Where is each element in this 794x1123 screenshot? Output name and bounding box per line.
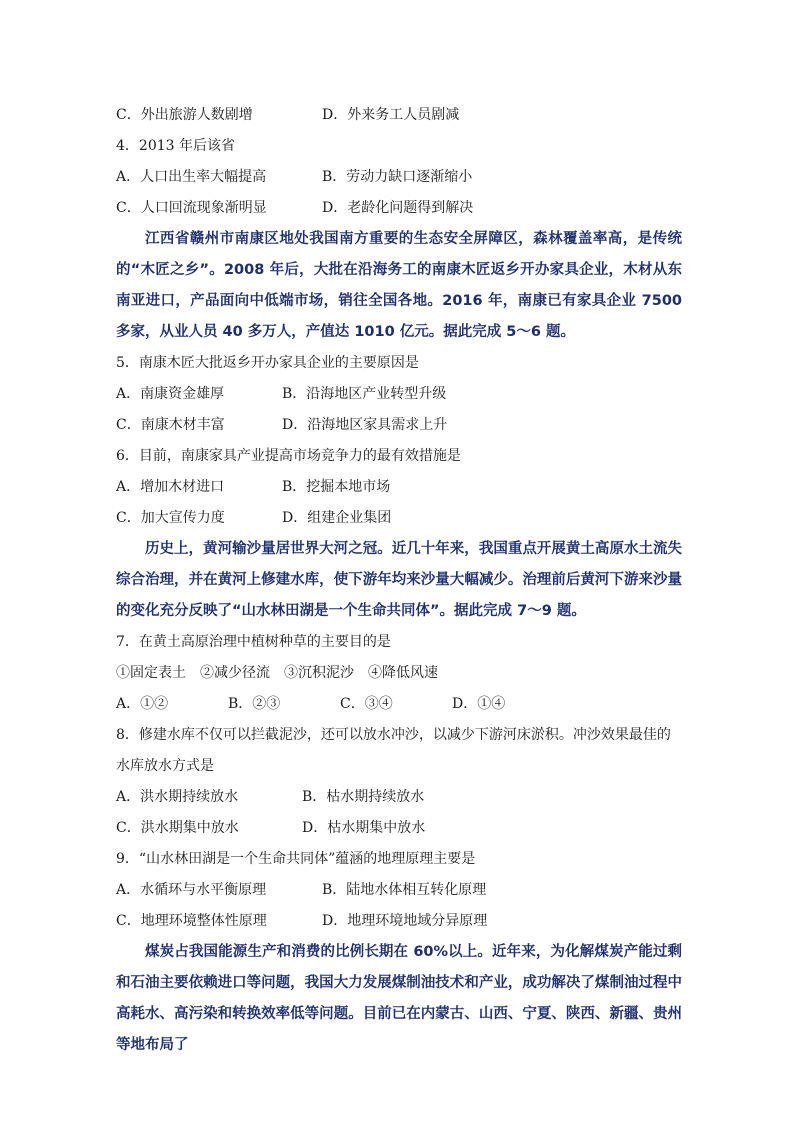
q7-option-b[interactable]: B．②③: [228, 696, 281, 712]
q4-option-d[interactable]: D．老龄化问题得到解决: [322, 200, 474, 216]
document-content: [116, 100, 682, 1061]
q9-stem: 9．“山水林田湖是一个生命共同体”蕴涵的地理原理主要是: [116, 851, 476, 867]
q4-stem: 4．2013 年后该省: [116, 138, 235, 154]
q4-options-row-cd: [116, 193, 682, 224]
q4-option-c[interactable]: C．人口回流现象渐明显: [116, 200, 267, 216]
q3-option-d[interactable]: D．外来务工人员剧减: [322, 107, 460, 123]
q6-option-c[interactable]: C．加大宣传力度: [116, 510, 225, 526]
q8-option-d[interactable]: D．枯水期集中放水: [302, 820, 426, 836]
q7-options-row: [116, 689, 682, 720]
q6-option-d[interactable]: D．组建企业集团: [282, 510, 392, 526]
q5-options-row-cd: [116, 410, 682, 441]
q3-option-c[interactable]: C．外出旅游人数剧增: [116, 107, 253, 123]
q4-option-b[interactable]: B．劳动力缺口逐渐缩小: [322, 169, 473, 185]
q9-option-c[interactable]: C．地理环境整体性原理: [116, 913, 267, 929]
q8-options-row-cd: [116, 813, 682, 844]
passage-nankang-furniture: 江西省赣州市南康区地处我国南方重要的生态安全屏障区，森林覆盖率高，是传统的“木匠之乡”。2008 年后，大批在沿海务工的南康木匠返乡开办家具企业，木材从东南亚进口，产品面向中低端市场，销往全国各地。2016 年，南康已有家具企业 7500 多家，从业人员 40 多万人，产值达 1010 亿元。据此完成 5～6 题。: [116, 231, 682, 340]
q6-option-b[interactable]: B．挖掘本地市场: [282, 479, 391, 495]
q6-stem: 6．目前，南康家具产业提高市场竞争力的最有效措施是: [116, 448, 461, 464]
q8-stem: 8．修建水库不仅可以拦截泥沙，还可以放水冲沙，以减少下游河床淤积。冲沙效果最佳的水库放水方式是: [116, 727, 671, 774]
q3-options-row-cd: [116, 100, 682, 131]
q5-option-d[interactable]: D．沿海地区家具需求上升: [282, 417, 448, 433]
q5-option-b[interactable]: B．沿海地区产业转型升级: [282, 386, 447, 402]
q8-option-b[interactable]: B．枯水期持续放水: [302, 789, 425, 805]
q9-option-d[interactable]: D．地理环境地域分异原理: [322, 913, 488, 929]
q7-option-d[interactable]: D．①④: [452, 696, 506, 712]
q9-option-b[interactable]: B．陆地水体相互转化原理: [322, 882, 487, 898]
q4-option-a[interactable]: A．人口出生率大幅提高: [116, 169, 267, 185]
passage-coal-to-oil: 煤炭占我国能源生产和消费的比例长期在 60%以上。近年来，为化解煤炭产能过剩和石油主要依赖进口等问题，我国大力发展煤制油技术和产业，成功解决了煤制油过程中高耗水、高污染和转换效率低等问题。目前已在内蒙古、山西、宁夏、陕西、新疆、贵州等地布局了: [116, 944, 682, 1053]
q4-options-row-ab: [116, 162, 682, 193]
q5-option-c[interactable]: C．南康木材丰富: [116, 417, 225, 433]
q5-options-row-ab: [116, 379, 682, 410]
q6-option-a[interactable]: A．增加木材进口: [116, 479, 225, 495]
q8-option-a[interactable]: A．洪水期持续放水: [116, 789, 239, 805]
q9-options-row-ab: [116, 875, 682, 906]
passage-yellow-river: 历史上，黄河输沙量居世界大河之冠。近几十年来，我国重点开展黄土高原水土流失综合治理，并在黄河上修建水库，使下游年均来沙量大幅减少。治理前后黄河下游来沙量的变化充分反映了“山水林田湖是一个生命共同体”。据此完成 7～9 题。: [116, 541, 682, 619]
q6-options-row-cd: [116, 503, 682, 534]
q8-options-row-ab: [116, 782, 682, 813]
q7-items: ①固定表土 ②减少径流 ③沉积泥沙 ④降低风速: [116, 665, 438, 681]
q5-option-a[interactable]: A．南康资金雄厚: [116, 386, 225, 402]
q7-option-a[interactable]: A．①②: [116, 696, 169, 712]
q6-options-row-ab: [116, 472, 682, 503]
q8-option-c[interactable]: C．洪水期集中放水: [116, 820, 239, 836]
q9-option-a[interactable]: A．水循环与水平衡原理: [116, 882, 267, 898]
q7-option-c[interactable]: C．③④: [340, 696, 393, 712]
q9-options-row-cd: [116, 906, 682, 937]
q5-stem: 5．南康木匠大批返乡开办家具企业的主要原因是: [116, 355, 419, 371]
q7-stem: 7．在黄土高原治理中植树种草的主要目的是: [116, 634, 391, 650]
